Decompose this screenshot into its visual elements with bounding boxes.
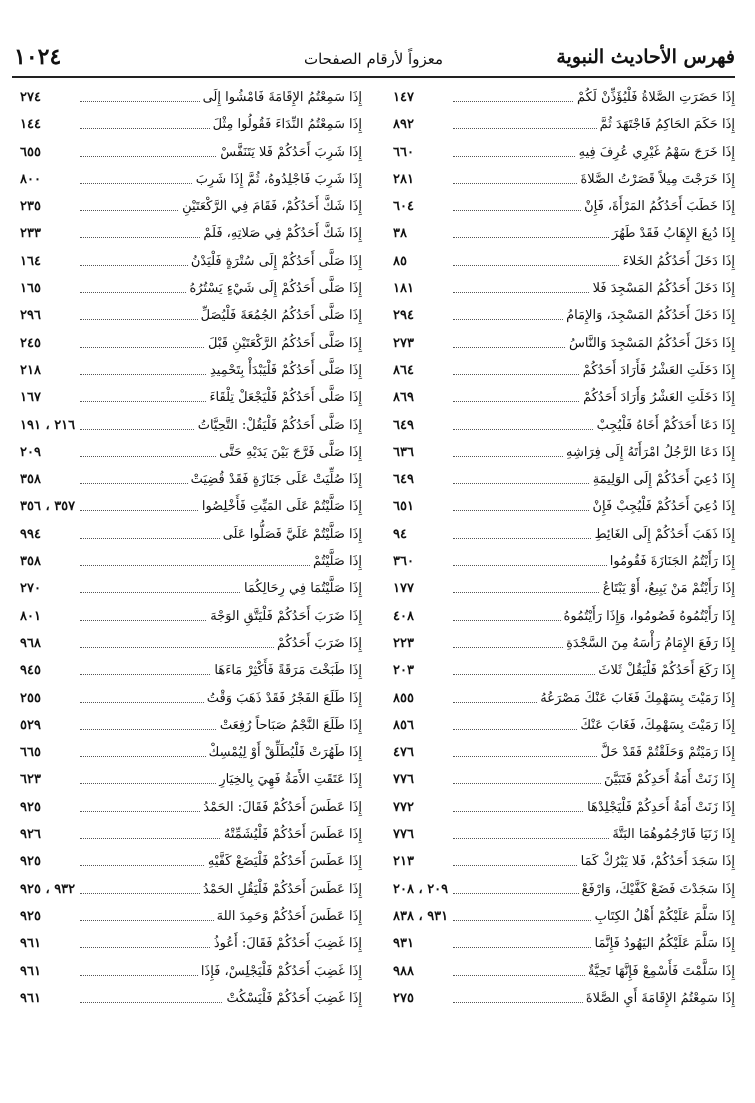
hadith-index-entry [20, 412, 362, 439]
hadith-text: إِذَا دَخَلَتِ العَشْرُ وَأَرَادَ أَحَدُكُمْ [580, 384, 735, 411]
page-reference: ٥٢٩ [20, 712, 41, 739]
hadith-index-entry [20, 193, 362, 220]
hadith-index-entry [393, 302, 735, 329]
hadith-index-entry [20, 357, 362, 384]
page-reference: ١٧٧ [393, 575, 414, 602]
hadith-index-entry [393, 111, 735, 138]
hadith-index-entry [20, 548, 362, 575]
hadith-text: إِذَا سَلَّمَ عَلَيْكُمْ أَهْلُ الكِتَابِ [592, 903, 735, 930]
page-reference: ٣٥٧ ، ٣٥٦ [20, 493, 75, 520]
page-reference: ٧٧٦ [393, 766, 414, 793]
page-reference: ٦٦٠ [393, 139, 414, 166]
page-reference: ٩٣١ ، ٨٣٨ [393, 903, 448, 930]
hadith-index-entry [20, 848, 362, 875]
hadith-index-entry [393, 166, 735, 193]
hadith-text: إِذَا دَخَلَ أَحَدُكُمُ المَسْجِدَ، وَالإِمَامُ [563, 302, 735, 329]
hadith-index-entry [393, 384, 735, 411]
hadith-text: إِذَا صَلَّى أَحَدُكُمْ فَلْيَجْعَلْ تِلْقَاءَ [206, 384, 362, 411]
hadith-index-entry [393, 521, 735, 548]
hadith-index-entry [20, 466, 362, 493]
hadith-index-entry [393, 712, 735, 739]
page-reference: ٢٠٣ [393, 657, 414, 684]
hadith-index-entry [393, 794, 735, 821]
hadith-index-entry [393, 330, 735, 357]
page-reference: ٩٦١ [20, 958, 41, 985]
hadith-index-entry [393, 958, 735, 985]
page-reference: ٦٤٩ [393, 412, 414, 439]
hadith-text: إِذَا ضَرَبَ أَحَدُكُمْ [274, 630, 362, 657]
hadith-text: إِذَا دَخَلَ أَحَدُكُمُ المَسْجِدَ وَالنَّاسُ [566, 330, 735, 357]
hadith-text: إِذَا رَكَعَ أَحَدُكُمْ فَلْيَقُلْ ثَلاثَ [595, 657, 735, 684]
index-title: فهرس الأحاديث النبوية [556, 46, 735, 68]
page-reference: ٦٥١ [393, 493, 414, 520]
page-reference: ٤٧٦ [393, 739, 414, 766]
hadith-text: إِذَا سَجَدْتَ فَضَعْ كَفَّيْكَ، وَارْفَعْ [579, 876, 735, 903]
hadith-text: إِذَا سَلَّمْتَ فَأَسْمِعْ فَإِنَّهَا تَحِيَّةٌ [585, 958, 735, 985]
hadith-index-entry [393, 876, 735, 903]
page-reference: ٤٠٨ [393, 603, 414, 630]
hadith-text: إِذَا رَأَيْتُمْ مَنْ يَبِيعُ، أَوْ يَبْتَاعُ [600, 575, 735, 602]
page-reference: ٢٢٣ [393, 630, 414, 657]
hadith-index-entry [393, 139, 735, 166]
hadith-text: إِذَا دُعِيَ أَحَدُكُمْ فَلْيُجِبْ فَإِنْ [589, 493, 735, 520]
hadith-text: إِذَا دُبِغَ الإِهَابُ فَقَدْ طَهُرَ [609, 220, 735, 247]
index-subtitle: معزواً لأرقام الصفحات [303, 50, 444, 68]
page-reference: ٣٨ [393, 220, 407, 247]
hadith-text: إِذَا زَنَتْ أَمَةُ أَحَدِكُمْ فَلْيَجْلِدْهَا [584, 794, 735, 821]
page-reference: ٩٤ [393, 521, 407, 548]
page-reference: ٩٢٥ [20, 903, 41, 930]
page-reference: ٩٦٨ [20, 630, 41, 657]
hadith-index-entry [20, 275, 362, 302]
hadith-index-entry [20, 139, 362, 166]
page-reference: ١٦٧ [20, 384, 41, 411]
page-number: ١٠٢٤ [14, 44, 62, 70]
hadith-text: إِذَا صَلَّيْتُمْ عَلَيَّ فَصَلُّوا عَلَى [220, 521, 362, 548]
hadith-text: إِذَا دَعَا الرَّجُلُ امْرَأَتَهُ إِلَى فِرَاشِهِ [563, 439, 735, 466]
hadith-index-entry [20, 794, 362, 821]
hadith-text: إِذَا خَرَجَ سَهْمُ غَيْرِي عُرِفَ فِيهِ [576, 139, 735, 166]
page-header [12, 42, 735, 78]
hadith-index-entry [393, 84, 735, 111]
hadith-text: إِذَا دَعَا أَحَدَكُمْ أَخَاهُ فَلْيُجِبْ [594, 412, 735, 439]
page-reference: ٢٧٥ [393, 985, 414, 1012]
page-reference: ٢٠٩ [20, 439, 41, 466]
hadith-text: إِذَا سَمِعْتُمُ الإِقَامَةَ فَامْشُوا إِلَى [200, 84, 362, 111]
hadith-index-entry [20, 630, 362, 657]
hadith-text: إِذَا دَخَلَ أَحَدُكُمُ الخَلاءَ [620, 248, 735, 275]
page-reference: ٢٩٤ [393, 302, 414, 329]
page-reference: ١٦٤ [20, 248, 41, 275]
hadith-text: إِذَا سَمِعْتُمُ النِّدَاءَ فَقُولُوا مِثْلَ [210, 111, 362, 138]
hadith-index-entry [20, 766, 362, 793]
hadith-index-entry [20, 958, 362, 985]
page-reference: ٣٥٨ [20, 548, 41, 575]
hadith-index-entry [20, 384, 362, 411]
hadith-index-entry [20, 166, 362, 193]
page-reference: ١٨١ [393, 275, 414, 302]
page-reference: ٢٧٠ [20, 575, 41, 602]
hadith-text: إِذَا صَلَّى أَحَدُكُمْ إِلَى شَيْءٍ يَسْتُرُهُ [186, 275, 362, 302]
left-column [20, 84, 362, 1012]
hadith-index-entry [393, 275, 735, 302]
hadith-text: إِذَا صَلَّيْتُمَا فِي رِحَالِكُمَا [241, 575, 362, 602]
hadith-text: إِذَا سَجَدَ أَحَدُكُمْ، فَلا يَبْرُكْ كَمَا [578, 848, 735, 875]
hadith-index-entry [393, 903, 735, 930]
page-reference: ٢٣٥ [20, 193, 41, 220]
right-column [393, 84, 735, 1012]
hadith-index-entry [20, 493, 362, 520]
hadith-index-entry [20, 248, 362, 275]
hadith-index-entry [20, 985, 362, 1012]
hadith-text: إِذَا شَرِبَ أَحَدُكُمْ فَلا يَتَنَفَّسْ [217, 139, 362, 166]
hadith-index-entry [20, 685, 362, 712]
hadith-text: إِذَا ضَرَبَ أَحَدُكُمْ فَلْيَتَّقِ الوَجْهَ [207, 603, 362, 630]
page-reference: ٨٦٤ [393, 357, 414, 384]
hadith-index-entry [393, 548, 735, 575]
hadith-text: إِذَا رَأَيْتُمُوهُ فَصُومُوا، وَإِذَا رَأَيْتُمُوهُ [561, 603, 735, 630]
hadith-text: إِذَا دُعِيَ أَحَدُكُمْ إِلَى الوَلِيمَةِ [590, 466, 735, 493]
page-reference: ٨٠١ [20, 603, 41, 630]
hadith-text: إِذَا طَهُرَتْ فَلْيُطَلِّقْ أَوْ لِيُمْسِكْ [206, 739, 362, 766]
page-reference: ٣٦٠ [393, 548, 414, 575]
hadith-text: إِذَا سَمِعْتُمُ الإِقَامَةَ أَيِ الصَّلاةَ [583, 985, 735, 1012]
page-reference: ٢٣٣ [20, 220, 41, 247]
page-reference: ٨٥٥ [393, 685, 414, 712]
hadith-index-entry [20, 330, 362, 357]
page-reference: ٩٢٦ [20, 821, 41, 848]
page-reference: ٦٠٤ [393, 193, 414, 220]
page-reference: ٦٤٩ [393, 466, 414, 493]
page-reference: ٨٩٢ [393, 111, 414, 138]
hadith-index-entry [20, 712, 362, 739]
hadith-text: إِذَا طَبَخْتَ مَرَقَةً فَأَكْثِرْ مَاءَهَا [211, 657, 362, 684]
hadith-index-entry [20, 575, 362, 602]
page-reference: ٦٥٥ [20, 139, 41, 166]
hadith-index-entry [20, 876, 362, 903]
hadith-text: إِذَا عَطَسَ أَحَدُكُمْ فَلْيَقُلِ الحَمْدُ [200, 876, 362, 903]
page-reference: ٧٧٦ [393, 821, 414, 848]
hadith-index-entry [393, 739, 735, 766]
hadith-text: إِذَا خَطَبَ أَحَدُكُمُ المَرْأَةَ، فَإِنْ [581, 193, 735, 220]
hadith-text: إِذَا شَرِبَ فَاجْلِدُوهُ، ثُمَّ إِذَا شَرِبَ [193, 166, 362, 193]
hadith-index-entry [20, 930, 362, 957]
hadith-text: إِذَا عَطَسَ أَحَدُكُمْ وَحَمِدَ اللهَ [214, 903, 362, 930]
hadith-text: إِذَا حَكَمَ الحَاكِمُ فَاجْتَهَدَ ثُمَّ [597, 111, 735, 138]
hadith-text: إِذَا رَفَعَ الإِمَامُ رَأْسَهُ مِنَ السَّجْدَةِ [563, 630, 735, 657]
hadith-text: إِذَا زَنَتْ أَمَةُ أَحَدِكُمْ فَتَبَيَّنَ [601, 766, 735, 793]
hadith-index-entry [393, 466, 735, 493]
hadith-text: إِذَا ذَهَبَ أَحَدُكُمْ إِلَى الغَائِطِ [592, 521, 735, 548]
page-reference: ١٤٤ [20, 111, 41, 138]
hadith-index-entry [20, 739, 362, 766]
hadith-text: إِذَا غَضِبَ أَحَدُكُمْ فَلْيَجْلِسْ، فَإِذَا [198, 958, 362, 985]
page-reference: ١٦٥ [20, 275, 41, 302]
page-reference: ٢٥٥ [20, 685, 41, 712]
hadith-index-entry [393, 630, 735, 657]
page-reference: ٨٥٦ [393, 712, 414, 739]
hadith-text: إِذَا دَخَلَ أَحَدُكُمُ المَسْجِدَ فَلا [590, 275, 735, 302]
page-reference: ٦٦٥ [20, 739, 41, 766]
hadith-index-entry [393, 575, 735, 602]
page-reference: ٩٣١ [393, 930, 414, 957]
hadith-text: إِذَا خَرَجْتَ مِيلاً قَصَرْتُ الصَّلاةَ [577, 166, 735, 193]
hadith-index-entry [393, 685, 735, 712]
hadith-index-entry [393, 985, 735, 1012]
hadith-index-entry [20, 220, 362, 247]
page-reference: ٨٥ [393, 248, 407, 275]
page-reference: ٩٩٤ [20, 521, 41, 548]
page-reference: ٢١٦ ، ١٩١ [20, 412, 75, 439]
page-reference: ٩٦١ [20, 985, 41, 1012]
hadith-text: إِذَا سَلَّمَ عَلَيْكُمُ اليَهُودُ فَإِنَّمَا [592, 930, 735, 957]
hadith-index-entry [20, 821, 362, 848]
hadith-text: إِذَا رَمَيْتَ بِسَهْمِكَ فَغَابَ عَنْكَ مَصْرَعُهُ [537, 685, 735, 712]
hadith-index-entry [393, 657, 735, 684]
hadith-text: إِذَا صَلَّى أَحَدُكُمُ الرَّكْعَتَيْنِ قَبْلَ [205, 330, 362, 357]
hadith-text: إِذَا صَلَّيْتُمْ عَلَى المَيِّتِ فَأَخْلِصُوا [199, 493, 362, 520]
page-reference: ٢٤٥ [20, 330, 41, 357]
hadith-text: إِذَا شَكَّ أَحَدُكُمْ، فَقَامَ فِي الرَّكْعَتَيْنِ [179, 193, 362, 220]
index-columns [12, 84, 735, 1085]
page-reference: ٨٦٩ [393, 384, 414, 411]
page-reference: ٩٨٨ [393, 958, 414, 985]
hadith-index-entry [20, 302, 362, 329]
hadith-text: إِذَا طَلَعَ الفَجْرُ فَقَدْ ذَهَبَ وَقْتُ [204, 685, 362, 712]
hadith-text: إِذَا طَلَعَ النَّجْمُ صَبَاحاً رُفِعَتْ [217, 712, 362, 739]
page-reference: ٢١٣ [393, 848, 414, 875]
hadith-index-entry [393, 248, 735, 275]
page-reference: ٢٠٩ ، ٢٠٨ [393, 876, 448, 903]
page-reference: ٧٧٢ [393, 794, 414, 821]
page-reference: ٩٤٥ [20, 657, 41, 684]
hadith-index-entry [20, 903, 362, 930]
page-reference: ٦٣٦ [393, 439, 414, 466]
page-reference: ٩٢٥ [20, 848, 41, 875]
hadith-index-entry [393, 412, 735, 439]
page-reference: ٩٢٥ [20, 794, 41, 821]
hadith-text: إِذَا عَتَقَتِ الأَمَةُ فَهِيَ بِالخِيَارِ [216, 766, 362, 793]
page-reference: ٩٣٢ ، ٩٢٥ [20, 876, 75, 903]
hadith-text: إِذَا صَلَّى أَحَدُكُمْ فَلْيَبْدَأْ بِتَحْمِيدِ [207, 357, 362, 384]
page-reference: ٣٥٨ [20, 466, 41, 493]
hadith-text: إِذَا عَطَسَ أَحَدُكُمْ فَلْيَضَعْ كَفَّيْهِ [205, 848, 362, 875]
hadith-index-entry [20, 603, 362, 630]
hadith-text: إِذَا حَضَرَتِ الصَّلاةُ فَلْيُؤَذِّنْ لَكُمْ [574, 84, 735, 111]
hadith-index-entry [393, 821, 735, 848]
hadith-text: إِذَا صَلَّى فَرَّجَ بَيْنَ يَدَيْهِ حَتَّى [216, 439, 362, 466]
hadith-text: إِذَا رَأَيْتُمُ الجَنَازَةَ فَقُومُوا [607, 548, 735, 575]
hadith-index-entry [393, 930, 735, 957]
hadith-index-entry [393, 357, 735, 384]
hadith-text: إِذَا صَلَّيْتُمْ [310, 548, 362, 575]
hadith-text: إِذَا رَمَيْتُمْ وَحَلَقْتُمْ فَقَدْ حَلَّ [597, 739, 735, 766]
page-reference: ١٤٧ [393, 84, 414, 111]
hadith-text: إِذَا صَلَّى أَحَدُكُمْ فَلْيَقُلْ: التَّحِيَّاتُ [195, 412, 362, 439]
page-reference: ٢٩٦ [20, 302, 41, 329]
hadith-text: إِذَا صَلَّى أَحَدُكُمُ الجُمُعَةَ فَلْيُصَلِّ [198, 302, 362, 329]
hadith-text: إِذَا شَكَّ أَحَدُكُمْ فِي صَلاتِهِ، فَلَمْ [200, 220, 362, 247]
page-reference: ٢٧٣ [393, 330, 414, 357]
hadith-index-entry [20, 84, 362, 111]
hadith-index-entry [393, 193, 735, 220]
page-reference: ٢١٨ [20, 357, 41, 384]
hadith-index-entry [393, 848, 735, 875]
page-reference: ٢٨١ [393, 166, 414, 193]
hadith-text: إِذَا صَلَّى أَحَدُكُمْ إِلَى سُتْرَةٍ فَلْيَدْنُ [188, 248, 362, 275]
hadith-text: إِذَا رَمَيْتَ بِسَهْمِكَ، فَغَابَ عَنْكَ [577, 712, 735, 739]
hadith-index-entry [393, 766, 735, 793]
page-reference: ٢٧٤ [20, 84, 41, 111]
hadith-text: إِذَا عَطَسَ أَحَدُكُمْ فَلْيُشَمِّتْهُ [221, 821, 362, 848]
hadith-index-entry [393, 493, 735, 520]
hadith-index-entry [393, 439, 735, 466]
hadith-index-entry [393, 603, 735, 630]
hadith-text: إِذَا دَخَلَتِ العَشْرُ فَأَرَادَ أَحَدُكُمْ [580, 357, 735, 384]
page-reference: ٨٠٠ [20, 166, 41, 193]
hadith-text: إِذَا غَضِبَ أَحَدُكُمْ فَلْيَسْكُتْ [223, 985, 362, 1012]
hadith-index-entry [20, 657, 362, 684]
page-reference: ٦٢٣ [20, 766, 41, 793]
hadith-index-entry [20, 439, 362, 466]
hadith-index-entry [20, 521, 362, 548]
hadith-index-entry [393, 220, 735, 247]
hadith-text: إِذَا صُلِّيَتْ عَلَى جَنَازَةٍ فَقَدْ قُضِيَتْ [188, 466, 362, 493]
hadith-text: إِذَا عَطَسَ أَحَدُكُمْ فَقَالَ: الحَمْدُ [200, 794, 362, 821]
hadith-text: إِذَا غَضِبَ أَحَدُكُمْ فَقَالَ: أَعُوذُ [211, 930, 362, 957]
page-reference: ٩٦١ [20, 930, 41, 957]
hadith-text: إِذَا زَنَيَا فَارْجُمُوهُمَا البَتَّةَ [609, 821, 735, 848]
hadith-index-entry [20, 111, 362, 138]
